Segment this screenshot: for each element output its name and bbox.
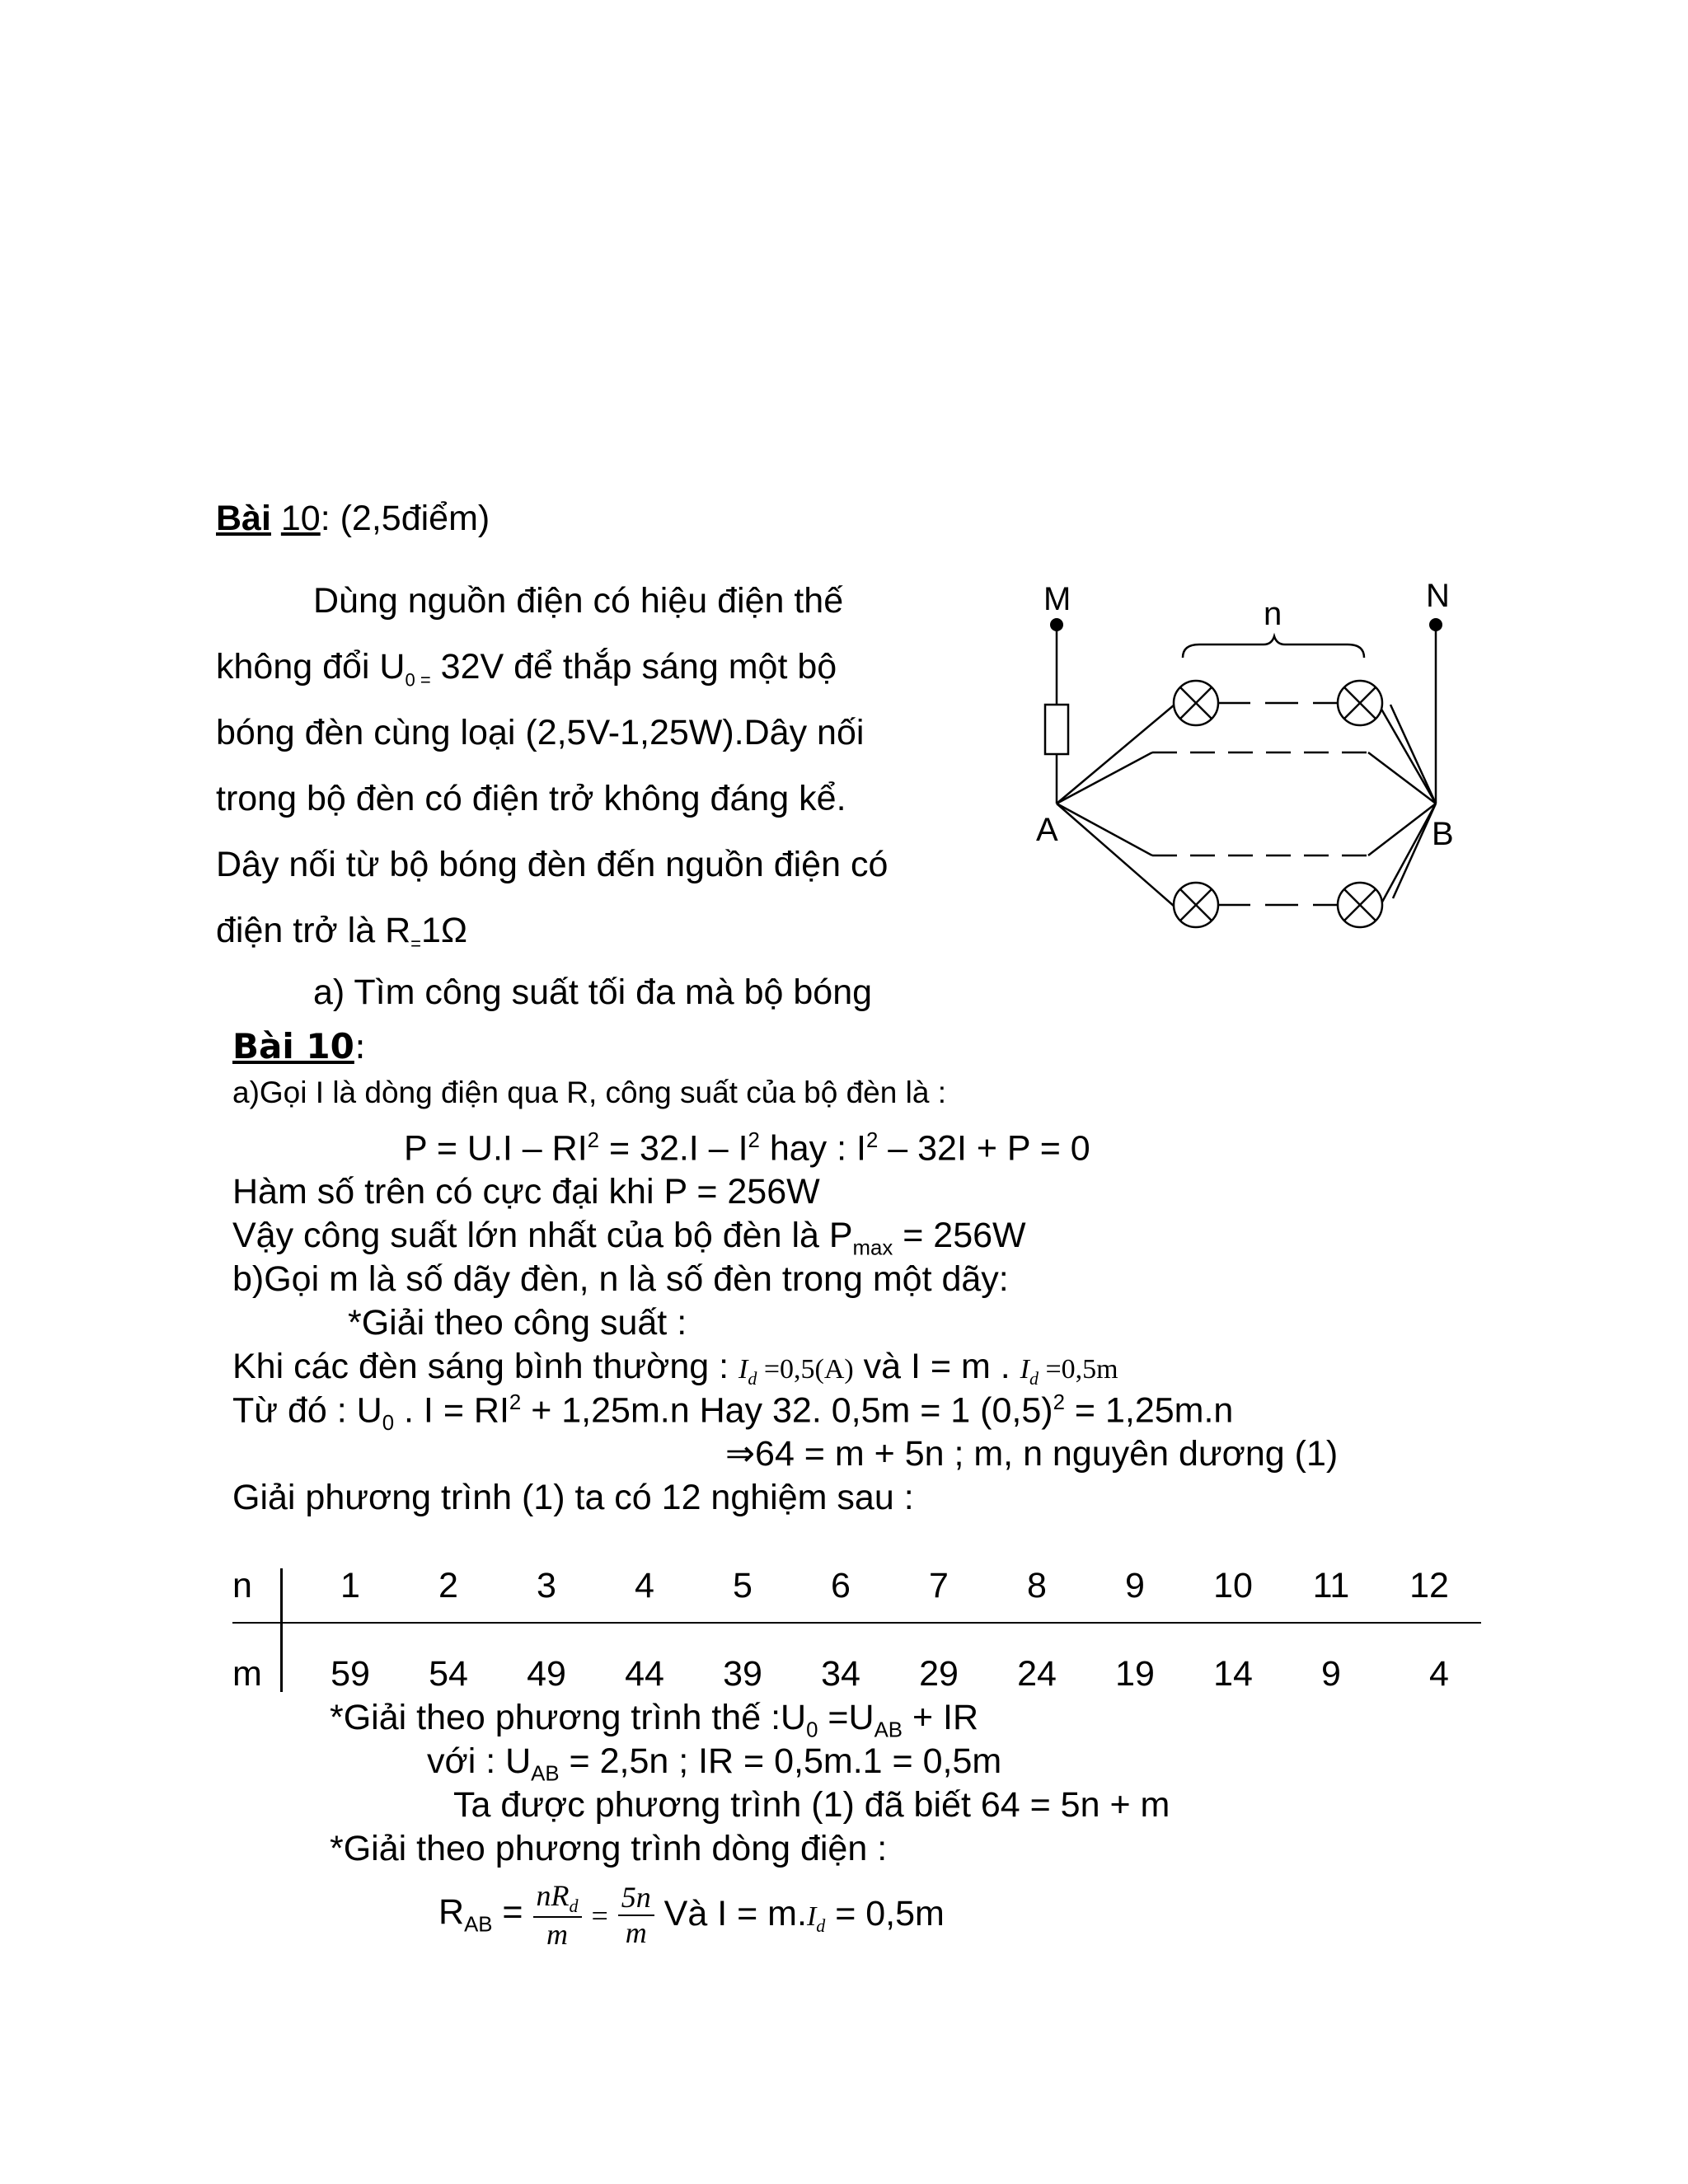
problem-line-5: Dây nối từ bộ bóng đèn đến nguồn điện có bbox=[216, 845, 889, 884]
line-pmax bbox=[232, 1218, 1026, 1259]
table-m-cell: 29 bbox=[919, 1654, 959, 1694]
method-power: *Giải theo công suất : bbox=[348, 1303, 687, 1343]
lamp-icon bbox=[1338, 883, 1382, 927]
table-vertical-rule bbox=[280, 1568, 283, 1692]
table-n-cell: 9 bbox=[1125, 1566, 1145, 1605]
terminal-n bbox=[1429, 618, 1442, 631]
eq1-part-a: P = U.I – RI bbox=[404, 1128, 588, 1169]
terminal-m bbox=[1050, 618, 1063, 631]
table-n-label: n bbox=[232, 1566, 252, 1605]
eq1-part-g: – 32I + P = 0 bbox=[878, 1128, 1090, 1169]
label-n-count: n bbox=[1264, 596, 1282, 632]
wire-a-lamp1 bbox=[1057, 705, 1175, 804]
rab-id-i: I bbox=[806, 1901, 817, 1933]
normal-id2-sub: d bbox=[1029, 1367, 1039, 1389]
problem-u0-sub: 0 = bbox=[405, 669, 431, 691]
eq1-sup-2: 2 bbox=[748, 1129, 760, 1152]
table-m-cell: 49 bbox=[527, 1654, 566, 1694]
table-m-cell: 34 bbox=[821, 1654, 860, 1694]
clipped-line-fragment bbox=[313, 972, 956, 1012]
pmax-value: = 256W bbox=[893, 1216, 1026, 1255]
with-text-b: = 2,5n ; IR = 0,5m.1 = 0,5m bbox=[559, 1741, 1002, 1781]
rab-and: Và I = m. bbox=[663, 1894, 807, 1934]
from-sup: 2 bbox=[509, 1391, 522, 1414]
rab-id bbox=[806, 1901, 826, 1936]
table-horizontal-rule bbox=[232, 1622, 1481, 1624]
table-n-cell: 10 bbox=[1213, 1566, 1253, 1605]
method-voltage bbox=[330, 1700, 978, 1741]
table-m-cell: 44 bbox=[625, 1654, 664, 1694]
part-b-intro: b)Gọi m là số dãy đèn, n là số đèn trong một dãy: bbox=[232, 1259, 1009, 1299]
eq1-part-e: hay : I bbox=[759, 1128, 866, 1169]
normal-text: Khi các đèn sáng bình thường : bbox=[232, 1347, 738, 1386]
wire-mid2-b bbox=[1368, 804, 1436, 855]
line-with bbox=[427, 1741, 1002, 1786]
normal-and: và I = m . bbox=[853, 1347, 1020, 1386]
brace-n bbox=[1183, 636, 1364, 658]
table-n-cell: 8 bbox=[1027, 1566, 1047, 1605]
table-n-cell: 5 bbox=[733, 1566, 753, 1605]
problem-line-6-rest: 1Ω bbox=[420, 911, 468, 950]
rab-eq: = bbox=[492, 1892, 523, 1933]
wire-lamp2-b-2 bbox=[1390, 705, 1436, 804]
normal-id2-val: =0,5m bbox=[1038, 1354, 1118, 1385]
table-n-cell: 7 bbox=[929, 1566, 949, 1605]
problem-line-2-rest: 32V để thắp sáng một bộ bbox=[430, 647, 837, 687]
rab-current bbox=[663, 1894, 945, 1936]
label-b: B bbox=[1432, 816, 1454, 852]
normal-id1-val: =0,5(A) bbox=[757, 1354, 854, 1385]
wire-a-mid1 bbox=[1057, 752, 1152, 804]
table-m-cell: 4 bbox=[1429, 1654, 1449, 1694]
problem-heading-bold: Bài bbox=[216, 499, 271, 538]
wire-lamp4-b bbox=[1381, 804, 1436, 905]
frac2-denominator: m bbox=[625, 1916, 647, 1950]
with-sub: AB bbox=[531, 1762, 560, 1786]
part-a-intro: a)Gọi I là dòng điện qua R, công suất của bộ đèn là : bbox=[232, 1076, 946, 1109]
label-a: A bbox=[1036, 812, 1058, 848]
line-implies: ⇒64 = m + 5n ; m, n nguyên dương (1) bbox=[725, 1434, 1339, 1474]
table-n-cell: 1 bbox=[340, 1566, 360, 1605]
line-from bbox=[232, 1390, 1234, 1435]
voltage-text-a: *Giải theo phương trình thế :U bbox=[330, 1698, 807, 1737]
method-current: *Giải theo phương trình dòng điện : bbox=[330, 1829, 888, 1868]
pmax-sub: max bbox=[852, 1236, 893, 1260]
table-m-cell: 9 bbox=[1321, 1654, 1341, 1694]
from-text-d: = 1,25m.n bbox=[1064, 1390, 1234, 1431]
equation-power bbox=[404, 1128, 1090, 1169]
eq1-sup-1: 2 bbox=[587, 1129, 600, 1152]
frac1-denominator: m bbox=[546, 1918, 568, 1952]
frac1-num-text: nR bbox=[536, 1879, 570, 1912]
table-n-cell: 3 bbox=[537, 1566, 556, 1605]
normal-id2 bbox=[1020, 1354, 1118, 1389]
problem-heading-points: : (2,5điểm) bbox=[320, 499, 490, 538]
table-n-cell: 12 bbox=[1409, 1566, 1449, 1605]
normal-id2-i: I bbox=[1020, 1354, 1029, 1385]
frac2-numerator: 5n bbox=[618, 1881, 654, 1916]
problem-r-sub: = bbox=[410, 933, 421, 954]
rab-r: R bbox=[438, 1892, 465, 1933]
normal-id1 bbox=[738, 1354, 854, 1389]
from-text-c: + 1,25m.n Hay 32. 0,5m = 1 (0,5) bbox=[521, 1390, 1053, 1431]
problem-heading-number: 10 bbox=[280, 499, 321, 538]
frac1-num-sub: d bbox=[569, 1896, 579, 1917]
frac1-numerator bbox=[533, 1879, 582, 1918]
frac-equals: = bbox=[591, 1899, 608, 1933]
voltage-text-c: + IR bbox=[903, 1698, 979, 1737]
rab-id-sub: d bbox=[816, 1915, 826, 1936]
line-solve: Giải phương trình (1) ta có 12 nghiệm sau : bbox=[232, 1478, 914, 1517]
solution-heading-colon: : bbox=[354, 1026, 366, 1066]
voltage-sub-1: 0 bbox=[806, 1718, 818, 1742]
line-normal bbox=[232, 1349, 1118, 1388]
problem-line-1: Dùng nguồn điện có hiệu điện thế bbox=[313, 581, 844, 621]
wire-mid1-b bbox=[1368, 752, 1436, 804]
lamp-icon bbox=[1174, 883, 1218, 927]
solution-heading bbox=[232, 1026, 366, 1066]
normal-id1-sub: d bbox=[748, 1367, 757, 1389]
line-max: Hàm số trên có cực đại khi P = 256W bbox=[232, 1172, 820, 1212]
wire-a-mid2 bbox=[1057, 804, 1152, 855]
lamp-icon bbox=[1174, 681, 1218, 725]
clipped-line-glyphs: a) Tìm công suất tối đa mà bộ bóng bbox=[313, 972, 873, 1012]
rab-label bbox=[438, 1892, 523, 1937]
normal-id1-i: I bbox=[738, 1354, 748, 1385]
table-m-cell: 19 bbox=[1115, 1654, 1155, 1694]
line-known-eq: Ta được phương trình (1) đã biết 64 = 5n + m bbox=[453, 1785, 1170, 1825]
lamp-icon bbox=[1338, 681, 1382, 725]
eq1-sup-3: 2 bbox=[865, 1129, 879, 1152]
problem-line-4: trong bộ đèn có điện trở không đáng kể. bbox=[216, 779, 846, 818]
from-sup-2: 2 bbox=[1053, 1391, 1065, 1414]
from-text-a: Từ đó : U bbox=[232, 1390, 382, 1431]
resistor-r bbox=[1045, 705, 1068, 754]
rab-end: = 0,5m bbox=[825, 1894, 945, 1934]
voltage-sub-2: AB bbox=[874, 1718, 903, 1742]
pmax-text: Vậy công suất lớn nhất của bộ đèn là P bbox=[232, 1216, 853, 1255]
eq1-part-c: = 32.I – I bbox=[599, 1128, 748, 1169]
problem-line-2-start: không đổi U bbox=[216, 647, 406, 687]
with-text-a: với : U bbox=[427, 1741, 532, 1781]
label-m: M bbox=[1043, 581, 1071, 617]
table-m-cell: 14 bbox=[1213, 1654, 1253, 1694]
fraction-5n-over-m bbox=[618, 1881, 654, 1951]
from-text-b: . I = RI bbox=[394, 1390, 509, 1431]
solution-heading-text: Bài 10 bbox=[232, 1026, 354, 1066]
problem-line-6-start: điện trở là R bbox=[216, 911, 411, 950]
table-m-cell: 24 bbox=[1017, 1654, 1057, 1694]
wire-lamp4-b-2 bbox=[1393, 804, 1436, 898]
label-n-terminal: N bbox=[1426, 578, 1450, 614]
circuit-diagram bbox=[1030, 577, 1492, 956]
problem-line-2 bbox=[216, 649, 837, 690]
line-rab bbox=[438, 1879, 945, 1952]
table-m-cell: 54 bbox=[429, 1654, 468, 1694]
table-m-label: m bbox=[232, 1654, 262, 1694]
table-n-cell: 2 bbox=[438, 1566, 458, 1605]
wire-lamp2-b bbox=[1376, 701, 1436, 804]
problem-line-3: bóng đèn cùng loại (2,5V-1,25W).Dây nối bbox=[216, 713, 865, 752]
table-m-cell: 39 bbox=[723, 1654, 762, 1694]
table-n-cell: 6 bbox=[831, 1566, 851, 1605]
voltage-text-b: =U bbox=[818, 1698, 874, 1737]
fraction-nrd-over-m bbox=[533, 1879, 582, 1952]
table-m-cell: 59 bbox=[331, 1654, 370, 1694]
rab-sub: AB bbox=[464, 1913, 493, 1937]
table-n-cell: 4 bbox=[635, 1566, 654, 1605]
problem-line-6 bbox=[216, 913, 467, 954]
from-sub: 0 bbox=[382, 1411, 395, 1435]
table-n-cell: 11 bbox=[1312, 1566, 1350, 1605]
problem-heading bbox=[216, 501, 490, 537]
